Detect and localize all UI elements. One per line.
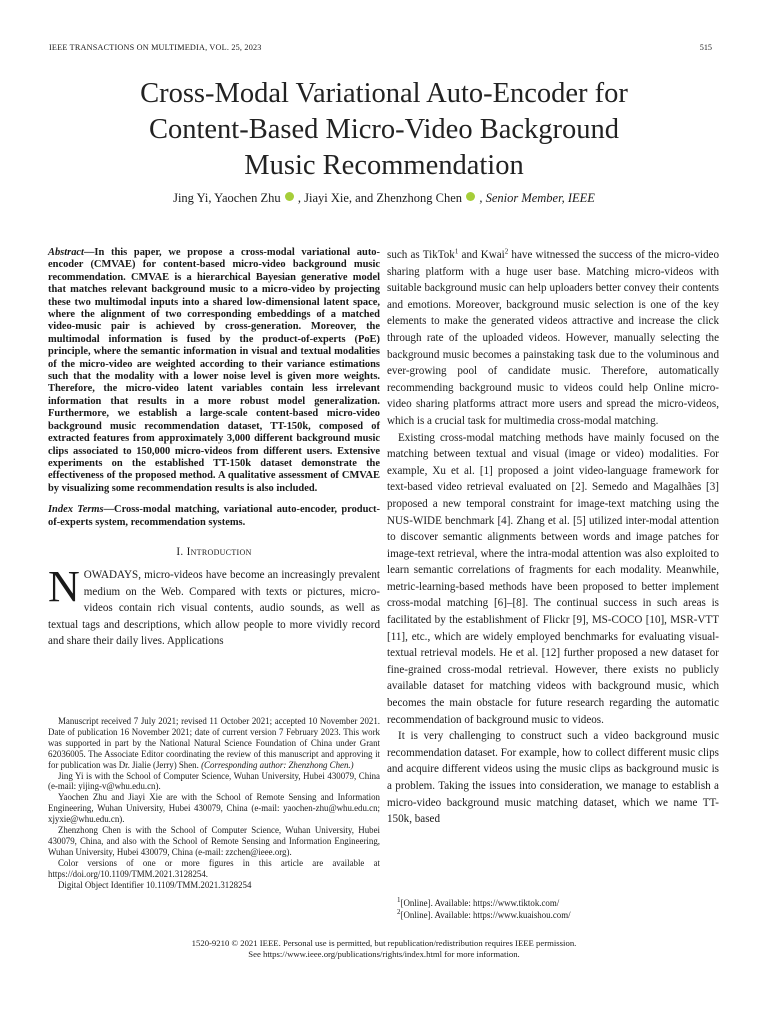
intro-text: OWADAYS, micro-videos have become an increasingly prevalent medium on the Web. Compared with texts or pictures, micro-videos contain rich visual contents, audio sounds, as well as textual tags and descriptions, which allow people to more vividly record and share their daily lives. Applications <box>48 568 380 648</box>
left-column <box>48 247 380 650</box>
body-paragraph: Existing cross-modal matching methods have mainly focused on the matching between textual and visual (image or video) modalities. For example, Xu et al. [1] proposed a joint video-language framework for text-based video retrieval evaluated on [2]. Semedo and Magalhães [3] proposed a new temporal constraint for image-text matching using the NUS-WIDE benchmark [4]. Zhang et al. [5] utilized inter-modal attention to discover semantic alignments between words and image patches for image-text retrieval, where the intra-modal attention was also exploited to learn semantic correlations of fragments for each modality. Meanwhile, metric-learning-based methods have been proposed to better implement cross-modal matching [6]–[8]. The continual success in such areas is facilitated by the establishment of Flickr [9], MS-COCO [10], MSR-VTT [11], etc., which are widely employed benchmarks for evaluating visual-textual retrieval models. He et al. [12] further proposed a new dataset for fine-grained cross-modal retrieval. However, there exists no publicly available dataset for matching videos with background music, which becomes the main obstacle for future research regarding the automatic recommendation of background music to videos. <box>387 431 719 726</box>
copyright-footer <box>40 938 728 960</box>
footnote-affiliation: Zhenzhong Chen is with the School of Computer Science, Wuhan University, Hubei 430079, China, and also with the School of Remote Sensing and Information Engineering, Wuhan University, Hubei 430079, China (e-mail: zzchen@ieee.org). <box>48 825 380 857</box>
index-terms <box>48 504 380 529</box>
footnote-number: 2 <box>397 907 401 916</box>
body-paragraph <box>387 247 719 430</box>
intro-paragraph <box>48 561 380 650</box>
section-title: Introduction <box>186 545 252 558</box>
abstract-label: Abstract <box>48 247 84 258</box>
index-terms-label: Index Terms <box>48 504 104 516</box>
body-text: have witnessed the success of the micro-video sharing platform with a huge user base. Matching micro-videos with suitable background music can help uploaders better convey their contents and emotions. Moreover, background music selection is one of the key elements to make the generated videos attractive and increase the click through rate of the uploaded videos. However, manually selecting the background music becomes a painstaking task due to the voluminous and ever-growing pool of candidate music. Therefore, automatically recommending background music to videos could help Online micro-video sharing platforms attract more users and spread the micro-videos, which is a crucial task for multimedia cross-modal matching. <box>387 249 719 427</box>
footnote-doi: Digital Object Identifier 10.1109/TMM.2021.3128254 <box>58 879 252 890</box>
section-heading <box>48 546 380 558</box>
footnote-color: Color versions of one or more figures in this article are available at https://doi.org/10.1109/TMM.2021.3128254. <box>48 857 380 879</box>
body-paragraph: It is very challenging to construct such a video background music recommendation dataset. For example, how to collect different music clips and acquire different videos using the music clips as background music is a problem. Taking the issues into consideration, we manage to establish a micro-video background music matching dataset, which we name TT-150k, based <box>387 730 719 826</box>
copyright-line: 1520-9210 © 2021 IEEE. Personal use is permitted, but republication/redistribution requires IEEE permission. <box>191 938 577 948</box>
author-names: , Jiayi Xie, and Zhenzhong Chen <box>297 191 463 205</box>
footnote-link[interactable]: [Online]. Available: https://www.tiktok.com/ <box>400 898 560 908</box>
index-terms-text: —Cross-modal matching, variational auto-encoder, product-of-experts system, recommendation systems. <box>48 504 380 528</box>
footnote-marker[interactable]: 2 <box>504 247 509 256</box>
footnote <box>387 907 719 922</box>
right-column <box>387 247 719 828</box>
orcid-icon[interactable] <box>285 192 294 201</box>
drop-cap: N <box>48 561 80 611</box>
body-text: such as TikTok <box>387 249 455 261</box>
body-text: and Kwai <box>458 249 505 261</box>
footnote-text: Manuscript received 7 July 2021; revised 11 October 2021; accepted 10 November 2021. Date of publication 16 November 2021; date of current version 7 February 2023. This work was supported in part by the National Natural Science Foundation of China under Grant 62036005. The Associate Editor coordinating the review of this manuscript and approving it for publication was Dr. Jialie (Jerry) Shen. <box>48 716 380 770</box>
right-footnotes <box>387 898 719 921</box>
footnote-marker[interactable]: 1 <box>454 247 459 256</box>
title-line: Cross-Modal Variational Auto-Encoder for <box>140 78 628 109</box>
section-number: I. <box>176 545 184 558</box>
title-line: Music Recommendation <box>244 150 524 181</box>
rights-link-line[interactable]: See https://www.ieee.org/publications/rights/index.html for more information. <box>248 949 520 960</box>
corresponding-author: (Corresponding author: Zhenzhong Chen.) <box>201 759 354 770</box>
running-header: IEEE TRANSACTIONS ON MULTIMEDIA, VOL. 25, 2023 <box>49 43 262 52</box>
footnote-link[interactable]: [Online]. Available: https://www.kuaishou.com/ <box>400 909 571 920</box>
author-list <box>40 191 728 206</box>
footnote-number: 1 <box>397 896 401 905</box>
author-names: Jing Yi, Yaochen Zhu <box>173 191 281 205</box>
footnote <box>387 898 719 910</box>
abstract-text: —In this paper, we propose a cross-modal variational auto-encoder (CMVAE) for content-based micro-video background music recommendation. CMVAE is a hierarchical Bayesian generative model that matches relevant background music to a micro-video by projecting these two multimodal inputs into a shared low-dimensional latent space, where the alignment of two corresponding embeddings of a matched video-music pair is achieved by cross-generation. Moreover, the multimodal information is fused by the product-of-experts (PoE) principle, where the semantic information in visual and textual modalities of the micro-video are weighted according to their variance estimations such that the modality with a lower noise level is given more weights. Therefore, the micro-video latent variables contain less irrelevant information that results in a more robust model generalization. Furthermore, we establish a large-scale content-based micro-video background music recommendation dataset, TT-150k, composed of extracted features from approximately 3,000 different background music clips associated to 150,000 micro-videos from different users. Extensive experiments on the established TT-150k dataset demonstrate the effectiveness of the proposed method. A qualitative assessment of CMVAE by visualizing some recommendation results is also included. <box>48 247 380 494</box>
page-number: 515 <box>699 43 712 52</box>
footnote-manuscript <box>48 716 380 771</box>
footnote-affiliation: Yaochen Zhu and Jiayi Xie are with the School of Remote Sensing and Information Engineering, Wuhan University, Hubei 430079, China (e-mail: yaochen-zhu@whu.edu.cn; xjyxie@whu.edu.cn). <box>48 792 380 825</box>
author-membership: , Senior Member, IEEE <box>479 191 595 205</box>
footnote-affiliation: Jing Yi is with the School of Computer Science, Wuhan University, Hubei 430079, China (e-mail: yijing-v@whu.edu.cn). <box>48 770 380 792</box>
paper-title <box>40 76 728 184</box>
title-line: Content-Based Micro-Video Background <box>148 114 619 145</box>
abstract <box>48 247 380 495</box>
first-page-footnotes <box>48 716 380 891</box>
orcid-icon[interactable] <box>466 192 475 201</box>
